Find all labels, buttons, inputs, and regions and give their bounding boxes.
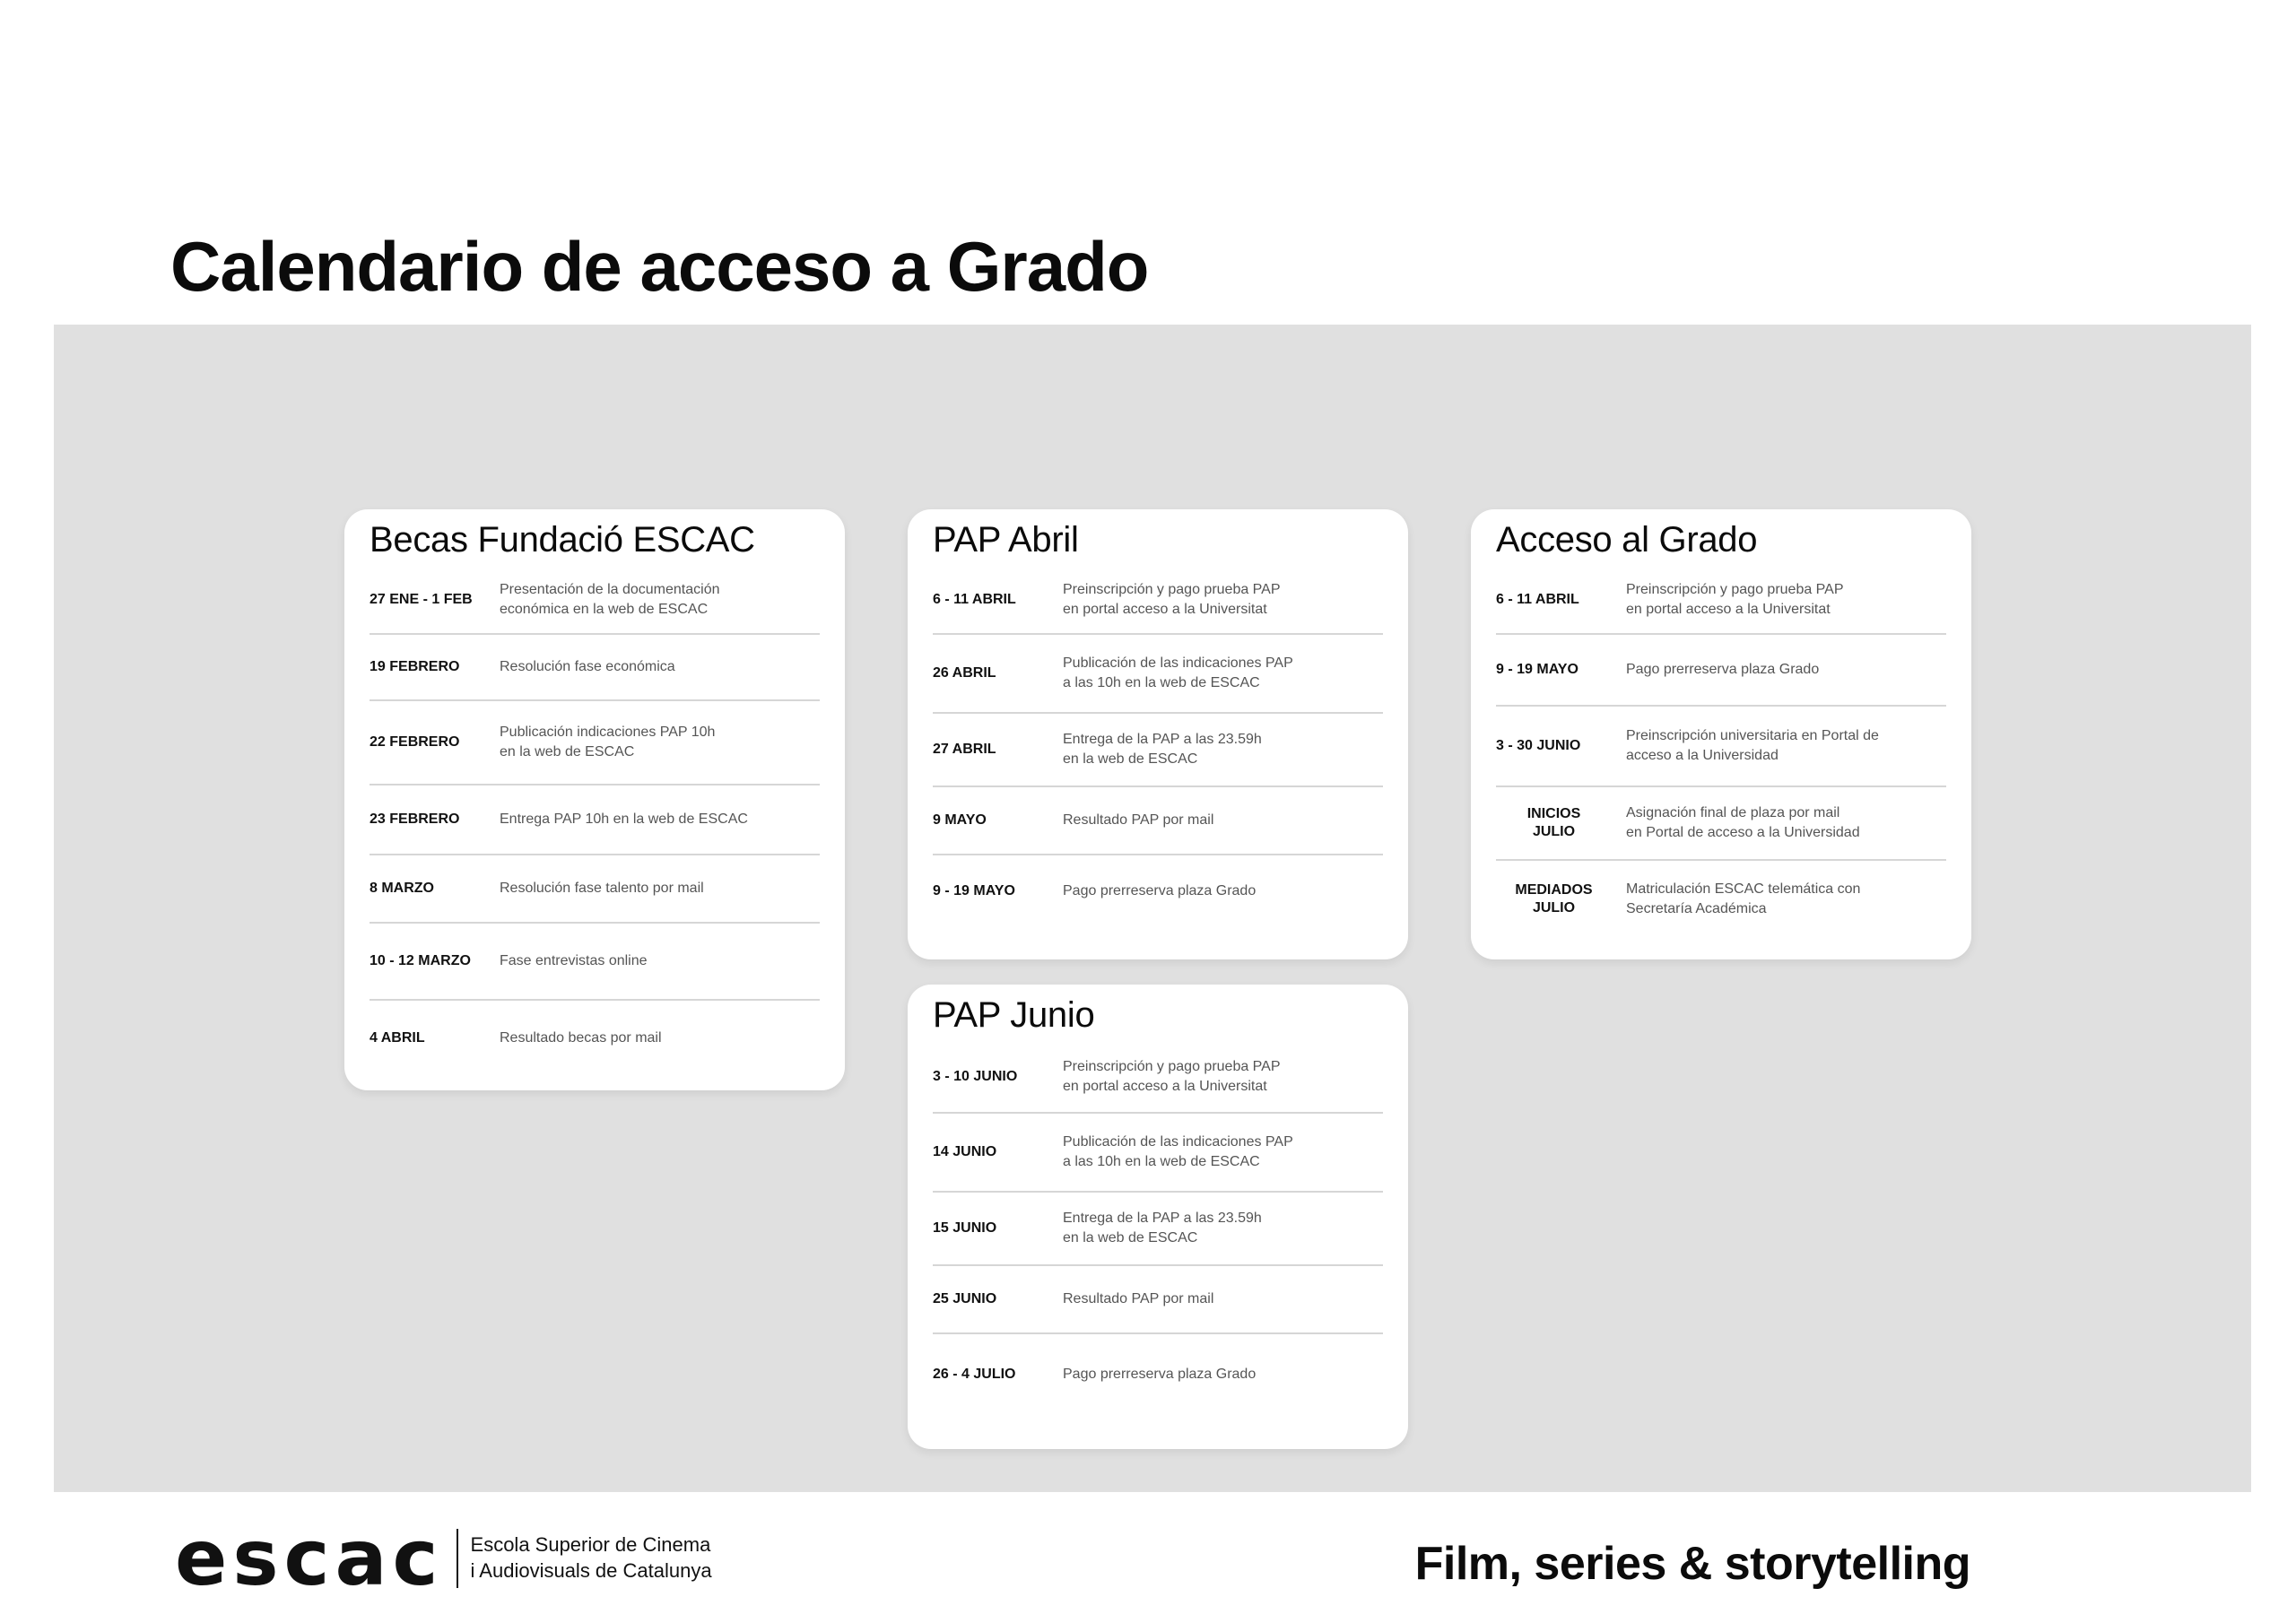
schedule-row (1496, 707, 1946, 787)
schedule-row (933, 567, 1383, 635)
schedule-row (933, 714, 1383, 787)
schedule-row (370, 1001, 820, 1076)
row-desc: Preinscripción y pago prueba PAP en portal acceso a la Universitat (1626, 582, 1844, 617)
row-desc: Entrega de la PAP a las 23.59h en la web de ESCAC (1063, 1211, 1262, 1245)
row-date: 8 MARZO (370, 881, 434, 896)
card-title: Acceso al Grado (1496, 520, 1758, 560)
row-date: 6 - 11 ABRIL (1496, 592, 1579, 607)
row-date: 9 - 19 MAYO (1496, 662, 1578, 677)
row-date: 23 FEBRERO (370, 812, 460, 827)
row-desc: Resolución fase económica (500, 659, 675, 675)
row-date: 15 JUNIO (933, 1220, 997, 1236)
row-date: 9 - 19 MAYO (933, 883, 1015, 898)
row-desc: Pago prerreserva plaza Grado (1626, 662, 1820, 678)
schedule-row (933, 635, 1383, 714)
card-becas (344, 509, 845, 1090)
row-desc: Fase entrevistas online (500, 953, 648, 969)
row-desc: Publicación de las indicaciones PAP a las 10h en la web de ESCAC (1063, 655, 1293, 690)
schedule-row (933, 1114, 1383, 1193)
row-desc: Matriculación ESCAC telemática con Secretaría Académica (1626, 881, 1861, 916)
logo-institution-name: Escola Superior de Cinema i Audiovisuals de Catalunya (470, 1533, 712, 1582)
logo-wordmark: escac (175, 1514, 444, 1603)
card-pap-junio (908, 985, 1408, 1449)
schedule-row (1496, 567, 1946, 635)
row-date: MEDIADOS JULIO (1515, 882, 1593, 916)
schedule-row (1496, 635, 1946, 707)
row-date: 14 JUNIO (933, 1144, 997, 1159)
row-date: 3 - 30 JUNIO (1496, 738, 1581, 753)
schedule-row (933, 787, 1383, 855)
schedule-row (370, 924, 820, 1001)
row-date: 27 ABRIL (933, 742, 996, 757)
row-desc: Asignación final de plaza por mail en Portal de acceso a la Universidad (1626, 805, 1860, 840)
schedule-list (370, 567, 820, 1076)
row-date: INICIOS JULIO (1526, 806, 1581, 839)
escac-logo (175, 1514, 712, 1603)
card-acceso-grado (1471, 509, 1971, 959)
row-date: 6 - 11 ABRIL (933, 592, 1016, 607)
schedule-row (933, 1334, 1383, 1415)
row-date: 9 MAYO (933, 812, 987, 828)
row-date: 27 ENE - 1 FEB (370, 592, 473, 607)
row-date: 19 FEBRERO (370, 659, 460, 674)
schedule-row (370, 785, 820, 855)
row-desc: Resultado becas por mail (500, 1030, 662, 1046)
row-date: 3 - 10 JUNIO (933, 1069, 1018, 1084)
row-date: 10 - 12 MARZO (370, 953, 471, 968)
row-date: 22 FEBRERO (370, 734, 460, 750)
card-pap-abril (908, 509, 1408, 959)
row-date: 25 JUNIO (933, 1291, 997, 1306)
schedule-row (370, 855, 820, 924)
schedule-row (933, 855, 1383, 927)
row-desc: Pago prerreserva plaza Grado (1063, 1367, 1257, 1383)
schedule-list (1496, 567, 1946, 938)
row-date: 26 ABRIL (933, 665, 996, 681)
tagline: Film, series & storytelling (1414, 1538, 1970, 1590)
schedule-row (1496, 787, 1946, 861)
row-desc: Pago prerreserva plaza Grado (1063, 883, 1257, 899)
schedule-list (933, 1042, 1383, 1415)
row-desc: Entrega PAP 10h en la web de ESCAC (500, 812, 748, 828)
row-desc: Publicación indicaciones PAP 10h en la web de ESCAC (500, 725, 716, 759)
schedule-list (933, 567, 1383, 927)
schedule-row (370, 635, 820, 701)
card-title: Becas Fundació ESCAC (370, 520, 755, 560)
row-desc: Publicación de las indicaciones PAP a las 10h en la web de ESCAC (1063, 1134, 1293, 1169)
schedule-row (933, 1266, 1383, 1334)
row-desc: Preinscripción y pago prueba PAP en portal acceso a la Universitat (1063, 582, 1281, 617)
card-title: PAP Abril (933, 520, 1079, 560)
row-desc: Presentación de la documentación económica en la web de ESCAC (500, 582, 720, 617)
row-desc: Resultado PAP por mail (1063, 812, 1214, 829)
logo-divider (457, 1529, 458, 1588)
row-desc: Entrega de la PAP a las 23.59h en la web de ESCAC (1063, 732, 1262, 767)
schedule-row (370, 701, 820, 785)
row-date: 4 ABRIL (370, 1030, 425, 1046)
schedule-row (1496, 861, 1946, 938)
schedule-row (933, 1193, 1383, 1266)
schedule-row (933, 1042, 1383, 1114)
row-date: 26 - 4 JULIO (933, 1367, 1016, 1382)
schedule-row (370, 567, 820, 635)
card-title: PAP Junio (933, 995, 1095, 1035)
page-title: Calendario de acceso a Grado (170, 227, 1149, 306)
row-desc: Resolución fase talento por mail (500, 881, 704, 897)
row-desc: Preinscripción y pago prueba PAP en portal acceso a la Universitat (1063, 1059, 1281, 1094)
row-desc: Resultado PAP por mail (1063, 1291, 1214, 1307)
row-desc: Preinscripción universitaria en Portal de acceso a la Universidad (1626, 728, 1879, 763)
